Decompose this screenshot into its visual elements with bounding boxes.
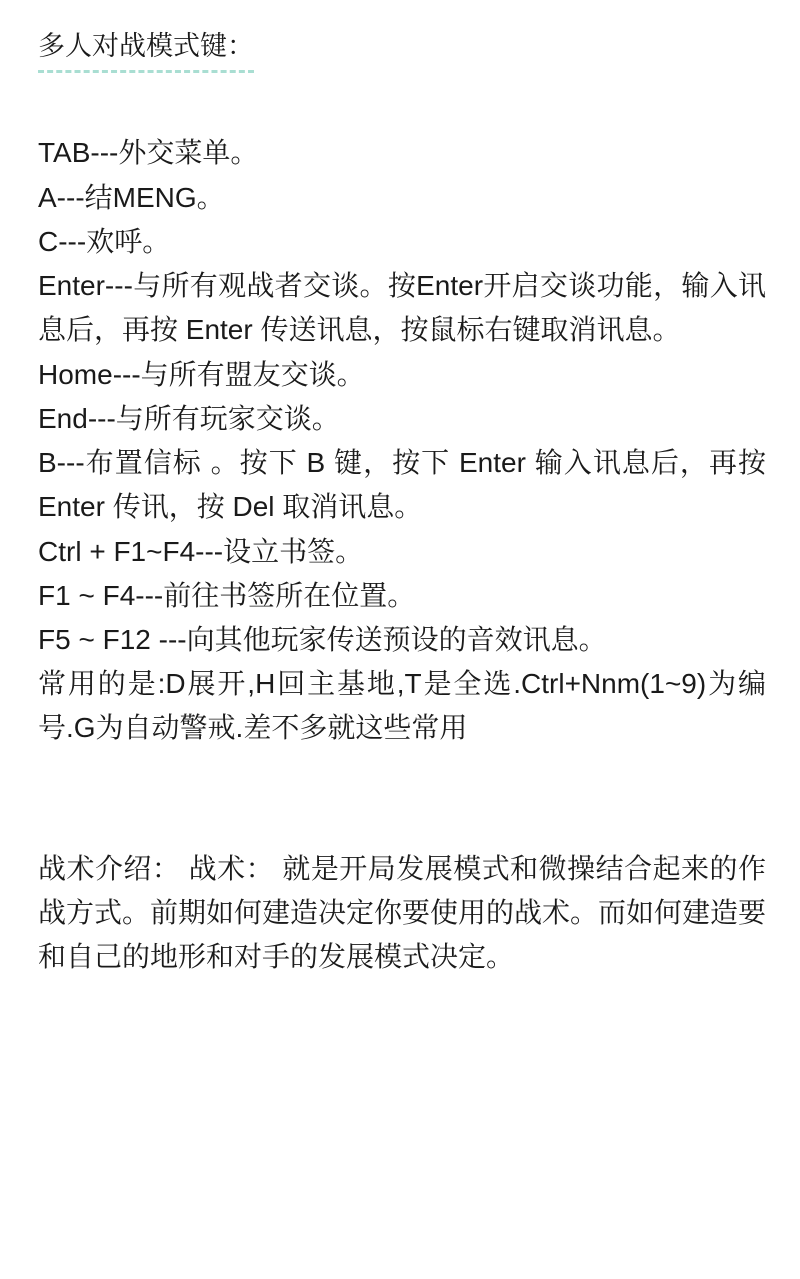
heading-row: [38, 22, 766, 73]
spacer-after-heading: [38, 73, 766, 131]
shortcut-list: [38, 131, 766, 750]
tactics-section: [38, 847, 766, 980]
shortcut-line: F5 ~ F12 ---向其他玩家传送预设的音效讯息。: [38, 624, 607, 656]
shortcut-line: B---布置信标 。按下 B 键，按下 Enter 输入讯息后，再按 Enter 传讯，按 Del 取消讯息。: [38, 447, 766, 523]
shortcut-line: C---欢呼。: [38, 225, 171, 257]
shortcut-line: Home---与所有盟友交谈。: [38, 358, 365, 390]
shortcut-line: TAB---外交菜单。: [38, 137, 259, 169]
shortcut-line: End---与所有玩家交谈。: [38, 402, 340, 434]
shortcut-line: A---结MENG。: [38, 181, 225, 213]
spacer-before-tactics: [38, 751, 766, 847]
shortcut-line: Ctrl + F1~F4---设立书签。: [38, 535, 364, 567]
page-title: 多人对战模式键：: [38, 28, 254, 73]
common-keys-paragraph: 常用的是:D展开,H回主基地,T是全选.Ctrl+Nnm(1~9)为编号.G为自动警戒.差不多就这些常用: [38, 668, 766, 744]
tactics-paragraph: 战术介绍： 战术： 就是开局发展模式和微操结合起来的作战方式。前期如何建造决定你要使用的战术。而如何建造要和自己的地形和对手的发展模式决定。: [38, 852, 767, 973]
shortcut-line: Enter---与所有观战者交谈。按Enter开启交谈功能，输入讯息后，再按 Enter 传送讯息，按鼠标右键取消讯息。: [38, 270, 766, 346]
shortcut-line: F1 ~ F4---前往书签所在位置。: [38, 579, 416, 611]
